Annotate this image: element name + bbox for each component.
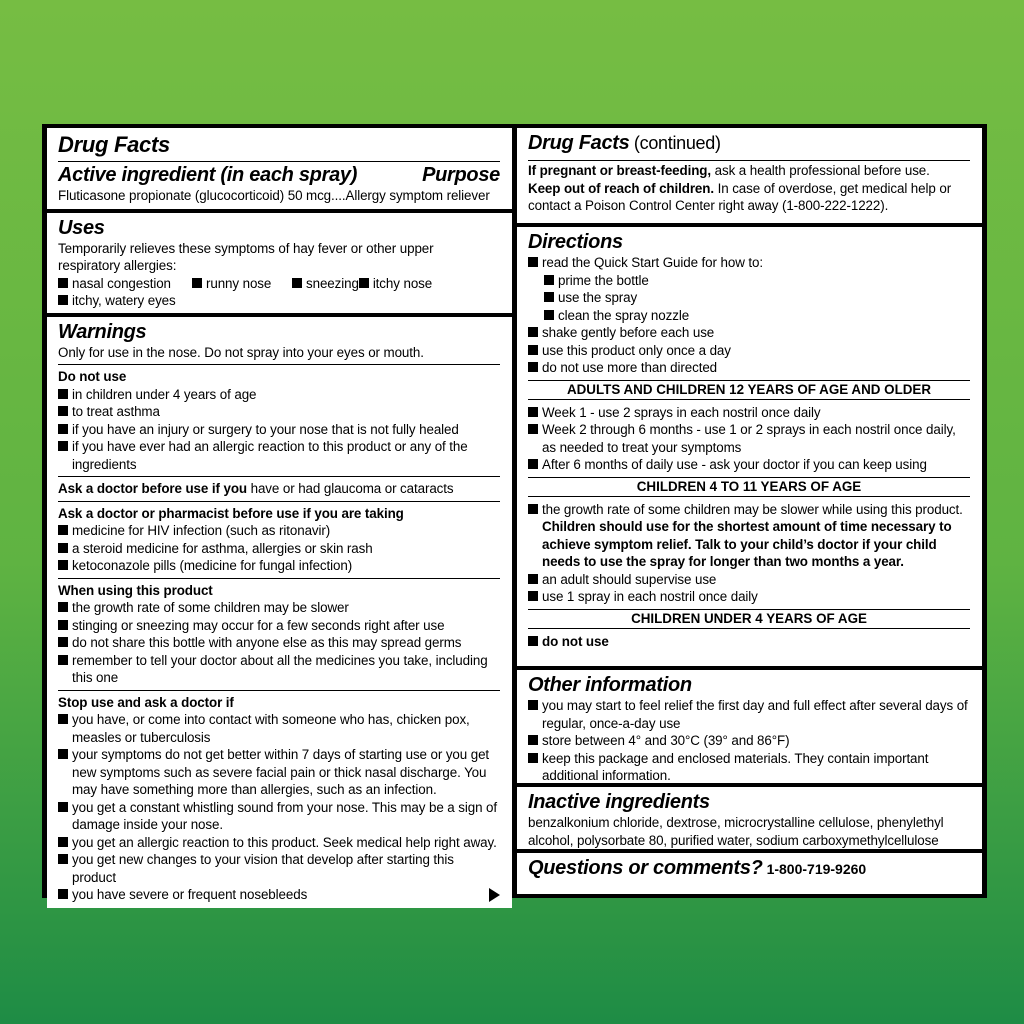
bullet-icon: [58, 389, 68, 399]
list-item: shake gently before each use: [528, 324, 970, 342]
bullet-icon: [58, 424, 68, 434]
directions-heading: Directions: [528, 231, 623, 253]
list-item: you get a constant whistling sound from your nose. This may be a sign of damage inside your nose.: [58, 799, 500, 834]
bullet-icon: [58, 802, 68, 812]
active-ingredient-section: [47, 128, 512, 209]
bullet-icon: [544, 292, 554, 302]
list-item: stinging or sneezing may occur for a few seconds right after use: [58, 617, 500, 635]
list-item: you get an allergic reaction to this product. Seek medical help right away.: [58, 834, 500, 852]
active-ingredient-line: Fluticasone propionate (glucocorticoid) 50 mcg....Allergy symptom reliever: [58, 188, 490, 203]
warnings-intro: Only for use in the nose. Do not spray into your eyes or mouth.: [58, 344, 424, 360]
list-item: use this product only once a day: [528, 342, 970, 360]
ask-pharmacist-heading: Ask a doctor or pharmacist before use if you are taking: [58, 505, 404, 521]
list-item: you get new changes to your vision that develop after starting this product: [58, 851, 500, 886]
bullet-icon: [58, 406, 68, 416]
adults-band: ADULTS AND CHILDREN 12 YEARS OF AGE AND OLDER: [528, 380, 970, 400]
divider: [528, 160, 970, 161]
bullet-icon: [58, 620, 68, 630]
ask-doctor-line: Ask a doctor before use if you have or had glaucoma or cataracts: [58, 481, 454, 496]
list-item: a steroid medicine for asthma, allergies or skin rash: [58, 540, 500, 558]
list-item: use 1 spray in each nostril once daily: [528, 588, 970, 606]
bullet-icon: [528, 257, 538, 267]
list-item: ketoconazole pills (medicine for fungal infection): [58, 557, 500, 575]
do-not-use-heading: Do not use: [58, 369, 127, 384]
divider: [58, 690, 500, 691]
bullet-icon: [58, 655, 68, 665]
list-item: itchy, watery eyes: [58, 292, 176, 310]
drug-facts-title: Drug Facts: [58, 132, 170, 157]
list-item: if you have an injury or surgery to your nose that is not fully healed: [58, 421, 500, 439]
list-item: do not share this bottle with anyone else as this may spread germs: [58, 634, 500, 652]
other-information-section: [517, 670, 982, 783]
purpose-heading: Purpose: [422, 164, 500, 186]
inactive-ingredients-heading: Inactive ingredients: [528, 791, 710, 813]
bullet-icon: [292, 278, 302, 288]
pregnant-line: If pregnant or breast-feeding, ask a health professional before use.: [528, 163, 930, 178]
uses-intro: Temporarily relieves these symptoms of hay fever or other upper respiratory allergies:: [58, 240, 434, 273]
list-item: do not use: [528, 633, 970, 651]
bullet-icon: [58, 889, 68, 899]
warnings-heading: Warnings: [58, 320, 147, 343]
questions-line: [528, 856, 970, 880]
list-item: use the spray: [528, 289, 970, 307]
list-item: runny nose: [192, 275, 278, 293]
active-ingredient-header: [58, 163, 500, 187]
list-item: to treat asthma: [58, 403, 500, 421]
list-item: clean the spray nozzle: [528, 307, 970, 325]
continued-title: Drug Facts (continued): [528, 132, 721, 154]
children-band: CHILDREN 4 TO 11 YEARS OF AGE: [528, 477, 970, 497]
bullet-icon: [58, 278, 68, 288]
bullet-icon: [544, 275, 554, 285]
divider: [58, 161, 500, 162]
list-item: you have severe or frequent nosebleeds: [58, 886, 500, 904]
list-item: you have, or come into contact with someone who has, chicken pox, measles or tuberculosis: [58, 711, 500, 746]
divider: [58, 476, 500, 477]
list-item: keep this package and enclosed materials. They contain important additional information.: [528, 750, 970, 785]
bullet-icon: [528, 636, 538, 646]
bullet-icon: [528, 735, 538, 745]
stop-use-heading: Stop use and ask a doctor if: [58, 694, 234, 710]
list-item: in children under 4 years of age: [58, 386, 500, 404]
bullet-icon: [58, 602, 68, 612]
uses-list: [58, 275, 500, 310]
list-item: do not use more than directed: [528, 359, 970, 377]
inactive-ingredients-section: [517, 787, 982, 849]
bullet-icon: [528, 327, 538, 337]
list-item: nasal congestion: [58, 275, 178, 293]
divider: [58, 578, 500, 579]
other-information-heading: Other information: [528, 674, 692, 696]
inactive-ingredients-text: benzalkonium chloride, dextrose, microcrystalline cellulose, phenylethyl alcohol, polysorbate 80, purified water, sodium carboxymethylcellulose: [528, 815, 944, 848]
bullet-icon: [544, 310, 554, 320]
list-item: store between 4° and 30°C (39° and 86°F): [528, 732, 970, 750]
list-item: if you have ever had an allergic reaction to this product or any of the ingredients: [58, 438, 500, 473]
bullet-icon: [58, 295, 68, 305]
questions-heading: Questions or comments?: [528, 857, 763, 879]
bullet-icon: [528, 504, 538, 514]
bullet-icon: [528, 591, 538, 601]
bullet-icon: [58, 749, 68, 759]
bullet-icon: [192, 278, 202, 288]
bullet-icon: [528, 574, 538, 584]
bullet-icon: [528, 362, 538, 372]
list-item: your symptoms do not get better within 7 days of starting use or you get new symptoms such as severe facial pain or thick nasal discharge. You may have something more than allergies, such as an infection.: [58, 746, 500, 799]
drug-facts-label: [42, 124, 987, 902]
questions-phone: 1-800-719-9260: [766, 861, 867, 877]
bullet-icon: [58, 637, 68, 647]
list-item: prime the bottle: [528, 272, 970, 290]
bullet-icon: [528, 345, 538, 355]
bullet-icon: [528, 407, 538, 417]
list-item: After 6 months of daily use - ask your doctor if you can keep using: [528, 456, 970, 474]
pregnancy-section: [517, 128, 982, 223]
continue-arrow-icon: [489, 888, 500, 902]
list-item: Week 1 - use 2 sprays in each nostril once daily: [528, 404, 970, 422]
uses-section: [47, 213, 512, 313]
questions-section: [517, 853, 982, 894]
bullet-icon: [58, 441, 68, 451]
divider: [58, 364, 500, 365]
bullet-icon: [528, 424, 538, 434]
bullet-icon: [528, 753, 538, 763]
divider: [58, 501, 500, 502]
list-item: the growth rate of some children may be slower while using this product. Children should use for the shortest amount of time necessary to achieve symptom relief. Talk to your child’s doctor if your child needs to use the spray for longer than two months a year.: [528, 501, 970, 571]
when-using-heading: When using this product: [58, 582, 213, 598]
bullet-icon: [58, 837, 68, 847]
list-item: remember to tell your doctor about all the medicines you take, including this one: [58, 652, 500, 687]
list-item: read the Quick Start Guide for how to:: [528, 254, 970, 272]
uses-heading: Uses: [58, 216, 105, 239]
bullet-icon: [528, 459, 538, 469]
directions-section: [517, 227, 982, 666]
bullet-icon: [528, 700, 538, 710]
left-column: [47, 128, 512, 902]
bullet-icon: [58, 560, 68, 570]
right-column: [517, 128, 982, 894]
keep-out-line: Keep out of reach of children. In case of overdose, get medical help or contact a Poison Control Center right away (1-800-222-1222).: [528, 180, 952, 213]
list-item: Week 2 through 6 months - use 1 or 2 sprays in each nostril once daily, as needed to treat your symptoms: [528, 421, 970, 456]
active-ingredient-heading: Active ingredient (in each spray): [58, 164, 358, 186]
warnings-section: [47, 317, 512, 908]
bullet-icon: [58, 525, 68, 535]
list-item: itchy nose: [359, 275, 479, 293]
list-item: you may start to feel relief the first day and full effect after several days of regular, once-a-day use: [528, 697, 970, 732]
bullet-icon: [58, 714, 68, 724]
list-item: sneezing: [292, 275, 359, 293]
bullet-icon: [58, 854, 68, 864]
under-4-band: CHILDREN UNDER 4 YEARS OF AGE: [528, 609, 970, 629]
list-item: the growth rate of some children may be slower: [58, 599, 500, 617]
bullet-icon: [58, 543, 68, 553]
list-item: medicine for HIV infection (such as ritonavir): [58, 522, 500, 540]
bullet-icon: [359, 278, 369, 288]
list-item: an adult should supervise use: [528, 571, 970, 589]
